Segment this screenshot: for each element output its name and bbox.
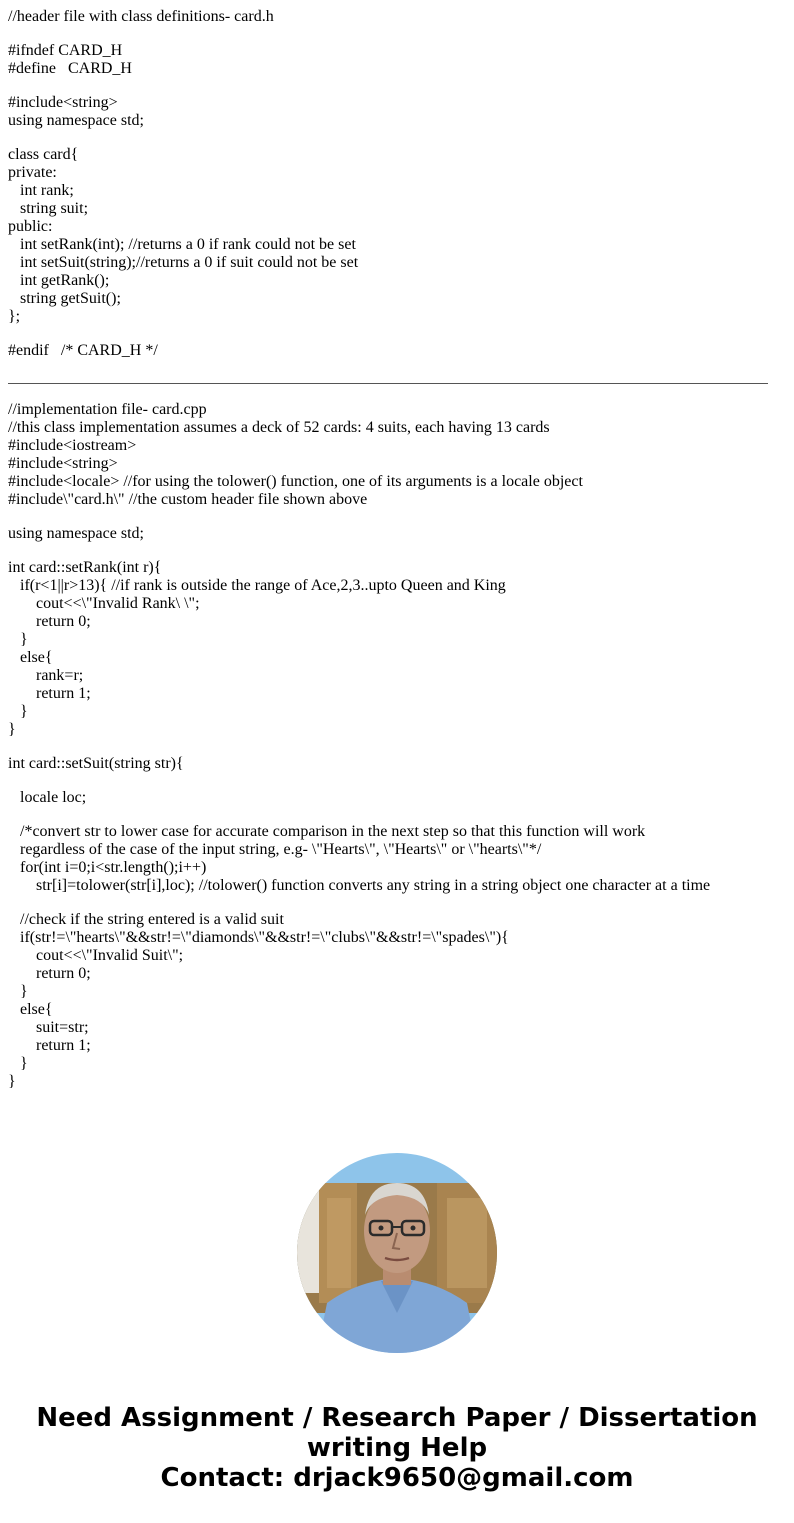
blank-line: [8, 78, 778, 94]
code-line: #include<iostream>: [8, 437, 137, 454]
blank-line: [8, 895, 778, 911]
code-line: //check if the string entered is a valid suit: [8, 911, 284, 928]
code-line: if(r<1||r>13){ //if rank is outside the range of Ace,2,3..upto Queen and King: [8, 577, 506, 594]
contact-banner: [0, 1403, 794, 1493]
code-line: rank=r;: [8, 667, 84, 684]
code-line: int rank;: [8, 182, 74, 199]
banner-line-2: writing Help: [306, 1433, 488, 1463]
code-line: return 0;: [8, 613, 91, 630]
code-line: int setSuit(string);//returns a 0 if suit could not be set: [8, 254, 359, 271]
code-line: string getSuit();: [8, 290, 121, 307]
document: [8, 8, 778, 1091]
code-line: }: [8, 1073, 16, 1090]
code-line: using namespace std;: [8, 525, 144, 542]
code-line: for(int i=0;i<str.length();i++): [8, 859, 207, 876]
code-line: #include\"card.h\" //the custom header file shown above: [8, 491, 368, 508]
code-line: };: [8, 308, 21, 325]
code-line: locale loc;: [8, 789, 87, 806]
code-line: return 1;: [8, 685, 91, 702]
banner-contact-line: Contact: drjack9650@gmail.com: [160, 1463, 634, 1493]
code-line: #include<string>: [8, 94, 118, 111]
author-avatar: [297, 1153, 497, 1353]
code-line: regardless of the case of the input string, e.g- \"Hearts\", \"Hearts\" or \"hearts\"*/: [8, 841, 542, 858]
code-line: }: [8, 703, 28, 720]
code-line: suit=str;: [8, 1019, 89, 1036]
code-line: if(str!=\"hearts\"&&str!=\"diamonds\"&&str!=\"clubs\"&&str!=\"spades\"){: [8, 929, 509, 946]
code-line: str[i]=tolower(str[i],loc); //tolower() function converts any string in a string object one character at a time: [8, 877, 711, 894]
blank-line: [8, 509, 778, 525]
code-line: else{: [8, 649, 53, 666]
blank-line: [8, 543, 778, 559]
code-line: int setRank(int); //returns a 0 if rank could not be set: [8, 236, 356, 253]
blank-line: [8, 739, 778, 755]
code-line: /*convert str to lower case for accurate comparison in the next step so that this function will work: [8, 823, 646, 840]
code-line: //this class implementation assumes a deck of 52 cards: 4 suits, each having 13 cards: [8, 419, 550, 436]
code-line: using namespace std;: [8, 112, 144, 129]
code-line: }: [8, 631, 28, 648]
code-line: }: [8, 983, 28, 1000]
code-line: }: [8, 721, 16, 738]
blank-line: [8, 773, 778, 789]
blank-line: [8, 130, 778, 146]
code-line: }: [8, 1055, 28, 1072]
blank-line: [8, 26, 778, 42]
code-line: #define CARD_H: [8, 60, 132, 77]
implementation-file-code: [8, 401, 778, 1091]
code-line: public:: [8, 218, 53, 235]
code-line: #endif /* CARD_H */: [8, 342, 158, 359]
code-line: cout<<\"Invalid Rank\ \";: [8, 595, 200, 612]
blank-line: [8, 326, 778, 342]
code-line: int getRank();: [8, 272, 110, 289]
code-line: return 0;: [8, 965, 91, 982]
section-divider: [8, 383, 768, 384]
avatar-portrait-icon: [297, 1153, 497, 1353]
code-line: else{: [8, 1001, 53, 1018]
code-line: //implementation file- card.cpp: [8, 401, 207, 418]
code-line: //header file with class definitions- card.h: [8, 8, 274, 25]
code-line: private:: [8, 164, 57, 181]
code-line: string suit;: [8, 200, 89, 217]
code-line: #ifndef CARD_H: [8, 42, 123, 59]
code-line: #include<locale> //for using the tolower() function, one of its arguments is a locale object: [8, 473, 583, 490]
code-line: #include<string>: [8, 455, 118, 472]
code-line: return 1;: [8, 1037, 91, 1054]
code-line: int card::setRank(int r){: [8, 559, 162, 576]
header-file-code: [8, 8, 778, 360]
code-line: class card{: [8, 146, 79, 163]
blank-line: [8, 807, 778, 823]
code-line: cout<<\"Invalid Suit\";: [8, 947, 184, 964]
code-line: int card::setSuit(string str){: [8, 755, 184, 772]
banner-line-1: Need Assignment / Research Paper / Dissertation: [36, 1403, 758, 1433]
